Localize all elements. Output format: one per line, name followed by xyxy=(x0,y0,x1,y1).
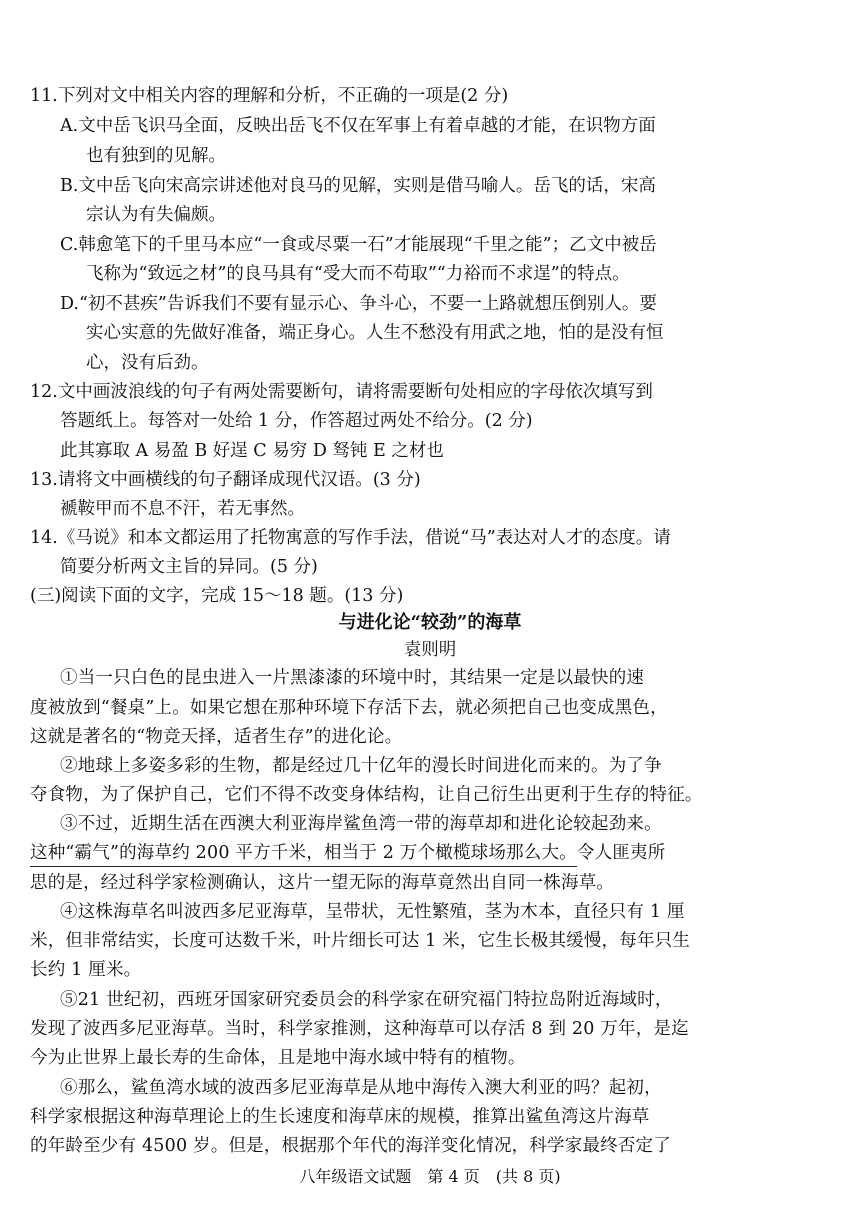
paragraph-1-line-3: 这就是著名的“物竞天择，适者生存”的进化论。 xyxy=(30,727,403,747)
question-14-stem-1: 14.《马说》和本文都运用了托物寓意的写作手法，借说“马”表达对人才的态度。请 xyxy=(30,528,671,548)
question-13-stem: 13.请将文中画横线的句子翻译成现代汉语。(3 分) xyxy=(30,470,421,490)
section-3-heading: (三)阅读下面的文字，完成 15～18 题。(13 分) xyxy=(30,586,404,606)
paragraph-4-line-2: 米，但非常结实，长度可达数千米，叶片细长可达 1 米，它生长极其缓慢，每年只生 xyxy=(30,931,691,951)
option-c-line-2: 飞称为“致远之材”的良马具有“受大而不苟取”“力裕而不求逞”的特点。 xyxy=(86,264,630,284)
paragraph-6-line-1: ⑥那么，鲨鱼湾水域的波西多尼亚海草是从地中海传入澳大利亚的吗？起初， xyxy=(60,1078,662,1098)
question-12-stem-1: 12.文中画波浪线的句子有两处需要断句，请将需要断句处相应的字母依次填写到 xyxy=(30,382,653,402)
paragraph-4-line-3: 长约 1 厘米。 xyxy=(30,960,142,980)
option-b-line-1: B.文中岳飞向宋高宗讲述他对良马的见解，实则是借马喻人。岳飞的话，宋高 xyxy=(60,176,656,196)
paragraph-3-line-2-rest: 令人匪夷所 xyxy=(576,843,666,863)
option-d-line-2: 实心实意的先做好准备，端正身心。人生不愁没有用武之地，怕的是没有恒 xyxy=(86,323,664,343)
paragraph-6-line-2: 科学家根据这种海草理论上的生长速度和海草床的规模，推算出鲨鱼湾这片海草 xyxy=(30,1107,650,1127)
option-b-line-2: 宗认为有失偏颇。 xyxy=(86,205,226,225)
option-a-line-1: A.文中岳飞识马全面，反映出岳飞不仅在军事上有着卓越的才能，在识物方面 xyxy=(60,116,656,136)
option-c-line-1: C.韩愈笔下的千里马本应“一食或尽粟一石”才能展现“千里之能”；乙文中被岳 xyxy=(60,235,657,255)
paragraph-3-line-1: ③不过，近期生活在西澳大利亚海岸鲨鱼湾一带的海草却和进化论较起劲来。 xyxy=(60,814,662,834)
article-title: 与进化论“较劲”的海草 xyxy=(338,612,522,633)
paragraph-4-line-1: ④这株海草名叫波西多尼亚海草，呈带状，无性繁殖，茎为木本，直径只有 1 厘 xyxy=(60,902,685,922)
underlined-sentence: 这种“霸气”的海草约 200 平方千米，相当于 2 万个橄榄球场那么大。 xyxy=(30,843,577,867)
question-13-sentence: 褫鞍甲而不息不汗，若无事然。 xyxy=(60,499,305,519)
question-12-sentence: 此其寡取 A 易盈 B 好逞 C 易穷 D 驽钝 E 之材也 xyxy=(60,441,444,461)
paragraph-5-line-1: ⑤21 世纪初，西班牙国家研究委员会的科学家在研究福门特拉岛附近海域时， xyxy=(60,990,673,1010)
article-author: 袁则明 xyxy=(403,640,457,660)
paragraph-5-line-2: 发现了波西多尼亚海草。当时，科学家推测，这种海草可以存活 8 到 20 万年，是迄 xyxy=(30,1019,689,1039)
paragraph-3-line-2 xyxy=(30,841,665,865)
paragraph-6-line-3: 的年龄至少有 4500 岁。但是，根据那个年代的海洋变化情况，科学家最终否定了 xyxy=(30,1136,671,1156)
paragraph-5-line-3: 今为止世界上最长寿的生命体，且是地中海水域中特有的植物。 xyxy=(30,1048,526,1068)
paragraph-2-line-2: 夺食物，为了保护自己，它们不得不改变身体结构，让自己衍生出更利于生存的特征。 xyxy=(30,785,703,805)
question-11-stem: 11.下列对文中相关内容的理解和分析，不正确的一项是(2 分) xyxy=(30,86,509,106)
paragraph-2-line-1: ②地球上多姿多彩的生物，都是经过几十亿年的漫长时间进化而来的。为了争 xyxy=(60,756,662,776)
page-footer: 八年级语文试题 第 4 页 (共 8 页) xyxy=(299,1167,561,1186)
question-14-stem-2: 简要分析两文主旨的异同。(5 分) xyxy=(60,557,318,577)
option-a-line-2: 也有独到的见解。 xyxy=(86,146,226,166)
question-12-stem-2: 答题纸上。每答对一处给 1 分，作答超过两处不给分。(2 分) xyxy=(60,411,533,431)
paragraph-3-line-3: 思的是，经过科学家检测确认，这片一望无际的海草竟然出自同一株海草。 xyxy=(30,873,615,893)
paragraph-1-line-1: ①当一只白色的昆虫进入一片黑漆漆的环境中时，其结果一定是以最快的速 xyxy=(60,668,645,688)
paragraph-1-line-2: 度被放到“餐桌”上。如果它想在那种环境下存活下去，就必须把自己也变成黑色， xyxy=(30,698,668,718)
option-d-line-1: D.“初不甚疾”告诉我们不要有显示心、争斗心，不要一上路就想压倒别人。要 xyxy=(60,294,657,314)
option-d-line-3: 心，没有后劲。 xyxy=(86,353,209,373)
